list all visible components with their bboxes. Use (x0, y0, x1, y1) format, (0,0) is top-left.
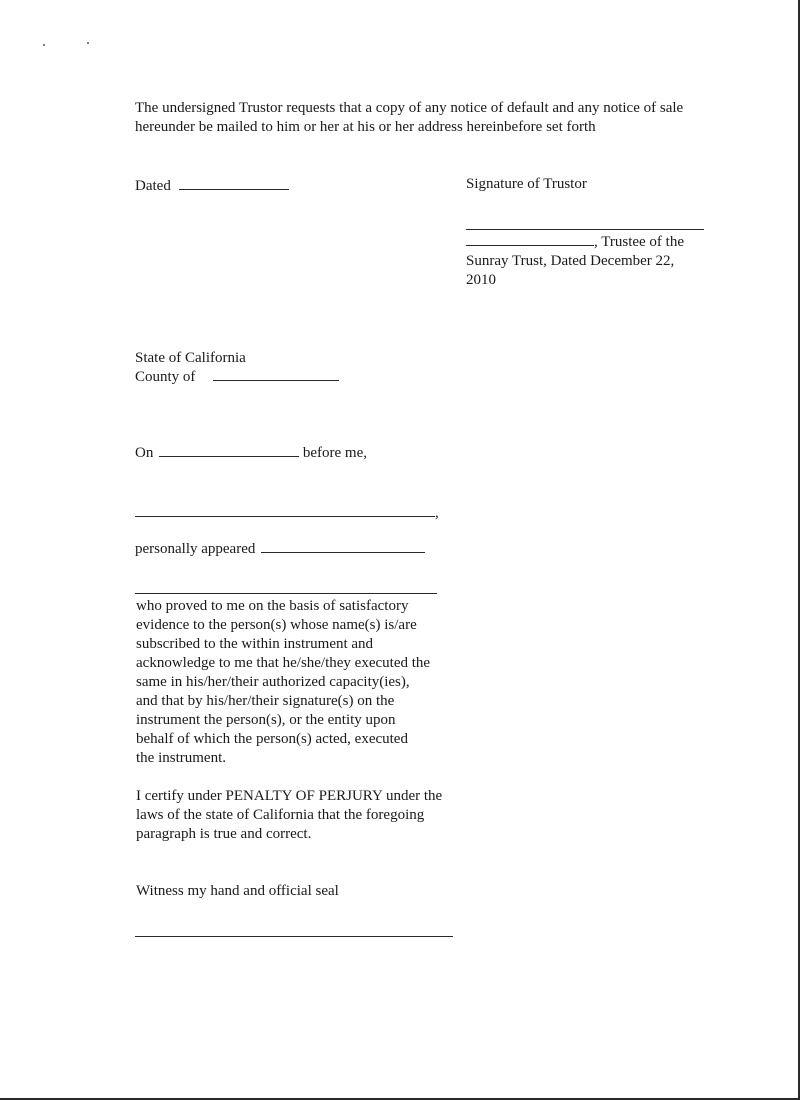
perjury-line: laws of the state of California that the foregoing (136, 807, 425, 823)
scan-speck (43, 44, 45, 46)
county-field (135, 368, 339, 387)
request-notice-line: hereunder be mailed to him or her at his or her address hereinbefore set forth (135, 119, 596, 135)
proof-line: who proved to me on the basis of satisfactory (136, 598, 409, 614)
on-date-field (135, 444, 367, 463)
personally-appeared-field (135, 540, 425, 559)
notary-signature-line[interactable] (135, 936, 453, 937)
proof-paragraph (136, 597, 476, 768)
comma: , (435, 505, 439, 521)
proof-line: the instrument. (136, 750, 226, 766)
proof-line: same in his/her/their authorized capacity(ies), (136, 674, 410, 690)
proof-line: behalf of which the person(s) acted, executed (136, 731, 408, 747)
notary-name-blank[interactable] (135, 504, 435, 517)
dated-field (135, 177, 289, 196)
trustee-name-blank[interactable] (466, 233, 594, 246)
proof-line: instrument the person(s), or the entity upon (136, 712, 396, 728)
witness-label: Witness my hand and official seal (136, 883, 339, 899)
scan-speck (87, 42, 89, 44)
on-label: On (135, 445, 154, 461)
notary-name-field (135, 504, 439, 523)
proof-line: and that by his/her/their signature(s) on the (136, 693, 395, 709)
proof-line: evidence to the person(s) whose name(s) is/are (136, 617, 417, 633)
signature-of-trustor-label: Signature of Trustor (466, 176, 587, 192)
state-label: State of California (135, 350, 246, 366)
trustor-signature-line[interactable] (466, 229, 704, 230)
perjury-paragraph (136, 787, 486, 844)
dated-blank[interactable] (179, 177, 289, 190)
request-notice-line: The undersigned Trustor requests that a copy of any notice of default and any notice of sale (135, 100, 684, 116)
proof-line: subscribed to the within instrument and (136, 636, 374, 652)
trustee-line-3: 2010 (466, 272, 496, 288)
appeared-second-line[interactable] (135, 593, 437, 594)
trustee-suffix: , Trustee of the (594, 234, 684, 250)
before-me-label: before me, (302, 445, 367, 461)
proof-line: acknowledge to me that he/she/they executed the (136, 655, 431, 671)
personally-appeared-blank[interactable] (261, 540, 425, 553)
perjury-line: I certify under PENALTY OF PERJURY under the (136, 788, 443, 804)
perjury-line: paragraph is true and correct. (136, 826, 312, 842)
county-blank[interactable] (213, 368, 339, 381)
personally-appeared-label: personally appeared (135, 541, 256, 557)
trustee-line-2: Sunray Trust, Dated December 22, (466, 253, 675, 269)
county-label: County of (135, 369, 196, 385)
request-notice-paragraph (135, 99, 755, 137)
dated-label: Dated (135, 178, 171, 194)
trustee-line-1 (466, 233, 684, 252)
on-date-blank[interactable] (159, 444, 299, 457)
